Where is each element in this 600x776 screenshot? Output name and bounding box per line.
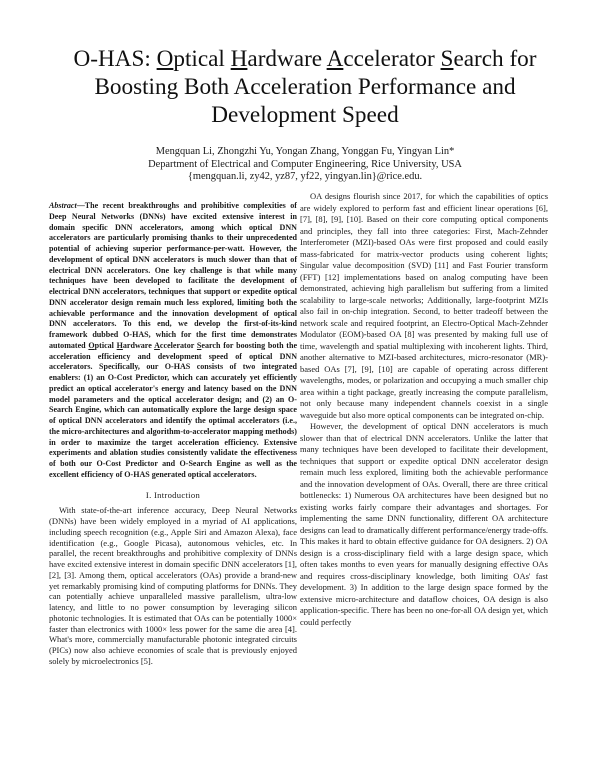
- author-block: [55, 146, 555, 184]
- intro-paragraph-1: With state-of-the-art inference accuracy, Deep Neural Networks (DNNs) have been widely employed in a myriad of AI applications, including speech recognition (e.g., Apple Siri and Amazon Alexa), face identification (e.g., Google Picasa), autonomous vehicles, etc. In parallel, the recent breakthroughs and prohibitive complexity of DNNs have excited extensive interest in domain specific DNN accelerators [1], [2], [3]. Among them, optical accelerators (OAs) provide a brand-new yet remarkably promising kind of computing platforms for DNNs. They can potentially achieve unparalleled massive parallelism, ultra-low latency, and little to no power consumption by leveraging silicon photonic technologies. It is estimated that OAs can be potentially 1000× faster than electronics with 1000× less power for the same die area [4]. What's more, commercially manufacturable photonic integrated circuits (PICs) now also achieve economies of scale that is previously enjoyed solely by microelectronics [5].: [49, 505, 297, 666]
- title-line-1: O-HAS: Optical Hardware Accelerator Search for: [73, 46, 537, 72]
- intro-paragraph-2: OA designs flourish since 2017, for which the capabilities of optics are widely explored to perform fast and efficient linear operations [6], [7], [8], [9], [10]. Based on their core computing optical components and principles, they fall into three categories: First, Mach-Zehnder Interferometer (MZI)-based OAs were first proposed and could easily mass-fabricated for matrix-vector products using coherent lights; Singular value decomposition (SVD) [11] and Fast Fourier transform (FFT) [12] implementations based on analog computing have been demonstrated, achieving high parallelism but suffering from a limited scalability to large-scale networks; Additionally, large-footprint MZIs also fail in on-chip integration. Second, to better tradeoff between the network scale and required footprint, an Electro-Optical Mach-Zehnder Modulator (EOM)-based OA [8] was presented by making full use of time, wavelength and spatial multiplexing with incoherent lights. Third, another alternative to MZI-based architectures, micro-resonator (MR)-based OAs [7], [9], [10] are capable of operating across different wavelengths, modes, or polarization and occupying a much smaller chip area within a tight package, greatly increasing the compute parallelism, not only because many independent channels coexist in a single waveguide but also more optical components can be integrated on-chip.: [300, 191, 548, 420]
- abstract: Abstract—The recent breakthroughs and prohibitive complexities of Deep Neural Networks (DNNs) have excited extensive interest in domain specific DNN accelerators, among which optical DNN accelerators are particularly promising thanks to their unprecedented potential of achieving superior performance-per-watt. However, the development of optical DNN accelerators is much slower than that of electrical DNN accelerators. One key challenge is that while many techniques have been developed to facilitate the development of electrical DNN accelerators, techniques that support or expedite optical DNN accelerator design remain much less explored, limiting both the achievable performance and the innovation development of optical DNN accelerators. To this end, we develop the first-of-its-kind framework dubbed O-HAS, which for the first time demonstrates automated Optical Hardware Accelerator Search for boosting both the acceleration efficiency and development speed of optical DNN accelerators. Specifically, our O-HAS consists of two integrated enablers: (1) an O-Cost Predictor, which can accurately yet efficiently predict an optical accelerator's energy and latency based on the DNN model parameters and the optical accelerator design; and (2) an O-Search Engine, which can automatically explore the large design space of optical DNN accelerators and identify the optimal accelerators (i.e., the micro-architectures and algorithm-to-accelerator mapping methods) in order to maximize the target acceleration efficiency. Extensive experiments and ablation studies consistently validate the effectiveness of both our O-Cost Predictor and O-Search Engine as well as the excellent efficiency of O-HAS generated optical accelerators.: [49, 201, 298, 479]
- author-emails: {mengquan.li, zy42, yz87, yf22, yingyan.lin}@rice.edu.: [187, 171, 423, 183]
- section-heading-introduction: I. Introduction: [145, 489, 201, 500]
- title-line-3: Development Speed: [211, 101, 399, 128]
- right-column: [300, 191, 548, 628]
- paper-title: [55, 46, 555, 129]
- left-column: [49, 201, 297, 667]
- author-affiliation: Department of Electrical and Computer Engineering, Rice University, USA: [148, 158, 462, 170]
- abstract-lead: Abstract: [49, 201, 77, 210]
- author-names: Mengquan Li, Zhongzhi Yu, Yongan Zhang, Yonggan Fu, Yingyan Lin*: [155, 146, 455, 157]
- intro-paragraph-3: However, the development of optical DNN accelerators is much slower than that of electrical DNN accelerators. Unlike the latter that many techniques have been developed to facilitate their development, techniques that support or expedite optical DNN accelerator design remain much less explored, limiting both the achievable performance and the innovation development of OAs. Overall, there are three critical bottlenecks: 1) Numerous OA architectures have been designed but no existing works fairly compare their advantages and shortages. For implementing the same DNN functionality, different OA architecture designs can lead to dramatically different performance/energy trade-offs. This makes it hard to obtain effective guidance for OA designers. 2) OA design is a cross-disciplinary field with a large design space, which often takes months to even years for manually designing effective OAs and requires cross-disciplinary knowledge, both limiting OAs' fast development. 3) In addition to the large design space formed by the extensive micro-architecture and dataflow choices, OA design is also application-specific. There has been no one-for-all OA design yet, which could perfectly: [300, 421, 548, 627]
- arxiv-identifier-stamp: [5, 200, 47, 580]
- title-line-2: Boosting Both Acceleration Performance and: [94, 73, 516, 100]
